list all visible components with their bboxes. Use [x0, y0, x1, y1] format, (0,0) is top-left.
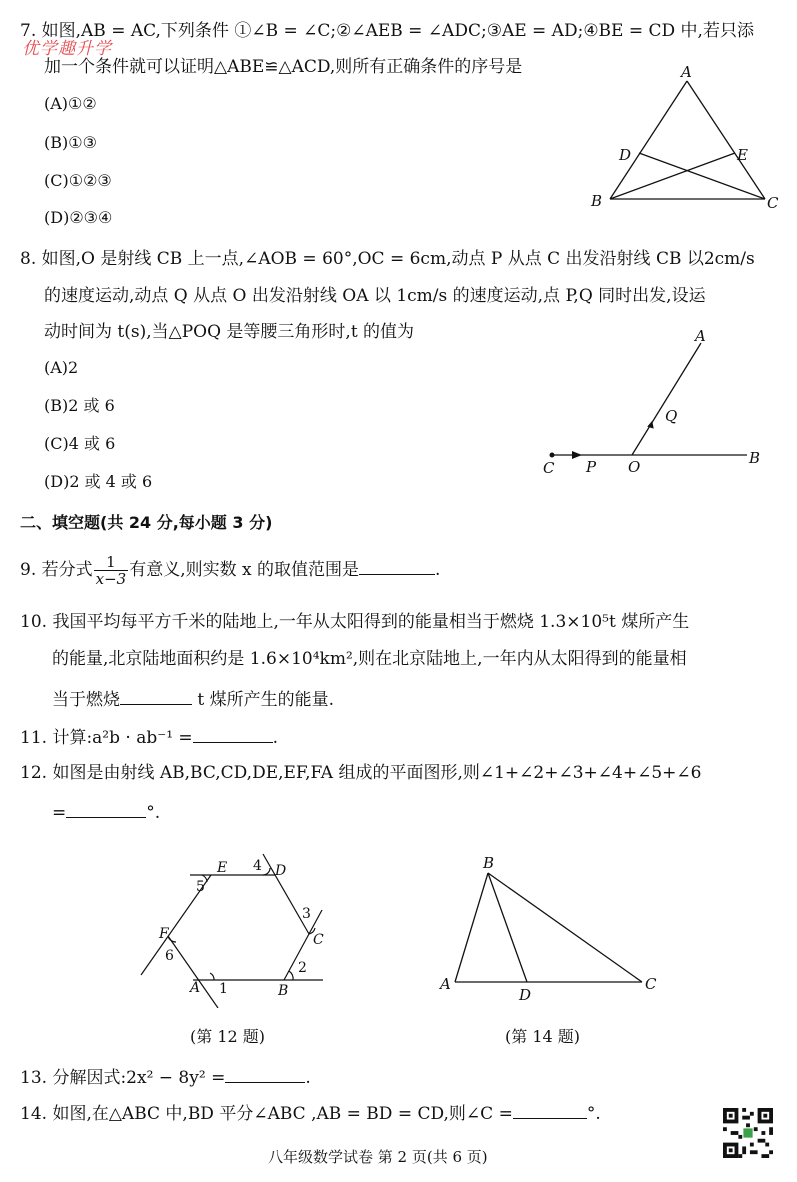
label-f: F: [159, 926, 169, 942]
q7-option-d: (D)②③④: [44, 208, 113, 227]
q7-line1: 7. 如图,AB = AC,下列条件 ①∠B = ∠C;②∠AEB = ∠ADC;③AE = AD;④BE = CD 中,若只添: [20, 21, 754, 41]
figure-12-caption: (第 12 题): [190, 1027, 266, 1046]
q9-numerator: 1: [94, 554, 129, 571]
angle-3: 3: [302, 906, 311, 922]
label-e: E: [737, 146, 748, 164]
segment-bd: [488, 873, 527, 982]
label-o: O: [628, 458, 641, 476]
figure-14: [435, 852, 665, 1002]
section-title: 二、填空题(共 24 分,每小题 3 分): [20, 513, 273, 532]
label-e: E: [217, 860, 228, 876]
q8-option-c: (C)4 或 6: [44, 434, 116, 453]
label-a: A: [190, 980, 201, 996]
q9-answer-blank[interactable]: [359, 556, 435, 575]
q14-end: °.: [586, 1104, 601, 1124]
figure-12: [135, 848, 330, 1008]
qr-code-icon: [722, 1108, 774, 1158]
q10-line3-suffix: t 煤所产生的能量.: [192, 690, 335, 710]
label-a: A: [695, 327, 706, 345]
q13-answer-blank[interactable]: [225, 1064, 305, 1083]
figure-14-caption: (第 14 题): [505, 1027, 581, 1046]
q14: [20, 1100, 601, 1125]
q7-figure: [575, 60, 790, 220]
q11-answer-blank[interactable]: [193, 724, 273, 743]
q9: [20, 554, 440, 587]
q12-line2-suffix: °.: [146, 803, 161, 823]
label-q: Q: [665, 407, 678, 425]
q8-line1: 8. 如图,O 是射线 CB 上一点,∠AOB = 60°,OC = 6cm,动点 P 从点 C 出发沿射线 CB 以2cm/s: [20, 249, 755, 269]
label-d: D: [275, 863, 287, 879]
side-bc: [488, 873, 642, 982]
arrow-p: [572, 451, 582, 459]
label-a: A: [681, 63, 692, 81]
angle-2-arc: [289, 971, 293, 980]
side-ab: [455, 873, 488, 982]
q8-option-d: (D)2 或 4 或 6: [44, 472, 153, 491]
label-c: C: [767, 194, 779, 212]
q9-end: .: [435, 560, 441, 580]
q12-line2-prefix: =: [52, 803, 67, 823]
label-b: B: [278, 983, 289, 999]
q14-prefix: 14. 如图,在△ABC 中,BD 平分∠ABC ,AB = BD = CD,则∠C =: [20, 1104, 513, 1124]
q10-line2: 的能量,北京陆地面积约是 1.6×10⁴km²,则在北京陆地上,一年内从太阳得到的能量相: [52, 649, 687, 669]
q10-answer-blank[interactable]: [120, 686, 192, 705]
q11-end: .: [272, 728, 279, 748]
q12-line1: 12. 如图是由射线 AB,BC,CD,DE,EF,FA 组成的平面图形,则∠1+∠2+∠3+∠4+∠5+∠6: [20, 763, 702, 783]
q7-option-b: (B)①③: [44, 133, 97, 152]
q9-suffix: 有意义,则实数 x 的取值范围是: [129, 560, 360, 580]
label-c: C: [543, 459, 555, 477]
label-c: C: [313, 932, 324, 948]
angle-1-arc: [210, 973, 214, 980]
watermark: 优学趣升学: [22, 39, 112, 59]
q13-end: .: [305, 1068, 311, 1088]
q8-option-a: (A)2: [44, 358, 79, 377]
q10-line3-prefix: 当于燃烧: [52, 690, 120, 710]
angle-2: 2: [298, 960, 307, 976]
ray-oa: [632, 343, 701, 455]
q9-denominator: x−3: [95, 570, 127, 588]
label-b: B: [749, 449, 761, 467]
q13: [20, 1064, 311, 1089]
q11: [20, 724, 278, 749]
q9-fraction: [94, 554, 129, 587]
label-d: D: [619, 146, 632, 164]
page-footer: 八年级数学试卷 第 2 页(共 6 页): [268, 1148, 488, 1166]
q10-line3: [52, 686, 334, 711]
angle-5: 5: [196, 879, 205, 895]
q7-line2: 加一个条件就可以证明△ABE≌△ACD,则所有正确条件的序号是: [44, 57, 523, 77]
q7-option-a: (A)①②: [44, 94, 97, 113]
q9-prefix: 9. 若分式: [20, 560, 93, 580]
q13-prefix: 13. 分解因式:2x² − 8y² =: [20, 1068, 226, 1088]
angle-6: 6: [165, 948, 174, 964]
q10-line1: 10. 我国平均每平方千米的陆地上,一年从太阳得到的能量相当于燃烧 1.3×10⁵t 煤所产生: [20, 612, 690, 632]
q8-line2: 的速度运动,动点 Q 从点 O 出发沿射线 OA 以 1cm/s 的速度运动,点 P,Q 同时出发,设运: [44, 286, 706, 306]
angle-4-arc: [263, 868, 270, 875]
label-d: D: [519, 986, 532, 1002]
line-ab: [610, 81, 687, 199]
q8-line3: 动时间为 t(s),当△POQ 是等腰三角形时,t 的值为: [44, 322, 415, 342]
label-b: B: [591, 192, 603, 210]
ray-fa: [168, 936, 218, 1008]
label-b: B: [483, 854, 495, 872]
q8-option-b: (B)2 或 6: [44, 396, 115, 415]
line-ac: [687, 81, 765, 199]
label-p: P: [586, 458, 597, 476]
label-c: C: [645, 975, 657, 993]
q11-prefix: 11. 计算:a²b · ab⁻¹ =: [20, 728, 193, 748]
angle-4: 4: [253, 858, 262, 874]
q8-figure: [535, 325, 775, 480]
q12-line2: [52, 799, 160, 824]
q12-answer-blank[interactable]: [66, 799, 146, 818]
label-a: A: [440, 975, 451, 993]
q7-option-c: (C)①②③: [44, 171, 112, 190]
point-c: [550, 453, 555, 458]
angle-1: 1: [219, 981, 228, 997]
q14-answer-blank[interactable]: [513, 1100, 587, 1119]
